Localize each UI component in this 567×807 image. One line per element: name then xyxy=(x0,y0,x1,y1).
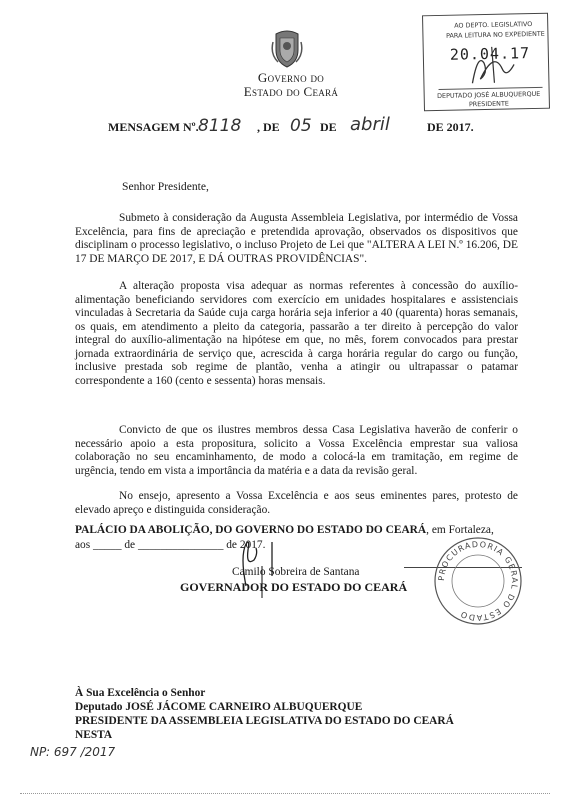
message-de2: DE xyxy=(320,120,337,134)
bottom-rule xyxy=(20,793,550,794)
paragraph-3: Convicto de que os ilustres membros dessa Casa Legislativa haverão de conferir o necessário apoio a esta propositura, solicito a Vossa Excelência emprestar sua valiosa colaboração no seu encaminhamento, de modo a colocá-la em tramitação, em regime de urgência, tendo em vista a importância da matéria e a data da revisão geral. xyxy=(75,424,518,477)
paragraph-2: A alteração proposta visa adequar as normas referentes à concessão do auxílio-alimentação beneficiando servidores com exercício em unidades hospitalares e assistenciais vinculadas à Secretaria da Saúde cuja carga horária seja inferior a 40 (quarenta) horas semanais, os quais, em atendimento a pleito da categoria, passarão a ter direito à percepção do valor integral do auxílio-alimentação na hipótese em que, no mês, forem convocados para prestar jornada extraordinária de serviço que, acrescida à carga horária regular do cargo ou função, inclusive prestada sob regime de plantão, venha a atingir ou ultrapassar o patamar correspondente a 160 (cento e sessenta) horas mensais. xyxy=(75,280,518,387)
stamp-date: 20.04.17 xyxy=(449,44,531,64)
stamp-line1: AO DEPTO. LEGISLATIVO xyxy=(454,20,533,30)
stamp-signature-scribble xyxy=(444,42,535,88)
message-day: 05 xyxy=(290,116,312,136)
stamp-line3: DEPUTADO JOSÉ ALBUQUERQUE xyxy=(437,89,541,101)
receipt-stamp xyxy=(422,13,550,112)
message-month: abril xyxy=(350,114,390,135)
state-coat-of-arms-icon xyxy=(270,28,304,68)
stamp-line2: PARA LEITURA NO EXPEDIENTE xyxy=(445,29,545,40)
address-line4: NESTA xyxy=(75,729,113,741)
palace-city: , em Fortaleza, xyxy=(426,524,494,536)
message-prefix: MENSAGEM Nº. xyxy=(108,120,199,134)
date-line: aos _____ de _______________ de 2017. xyxy=(75,539,266,551)
paragraph-4: No ensejo, apresento a Vossa Excelência e aos seus eminentes pares, protesto de elevado apreço e distinguida consideração. xyxy=(75,490,518,516)
np-annotation: NP: 697 /2017 xyxy=(30,745,116,759)
governor-name: Camilo Sobreira de Santana xyxy=(232,566,360,578)
stamp-line4: PRESIDENTE xyxy=(468,99,509,109)
government-title-line2: Estado do Ceará xyxy=(243,84,339,99)
greeting: Senhor Presidente, xyxy=(122,180,209,193)
paragraph-1: Submeto à consideração da Augusta Assembleia Legislativa, por intermédio de Vossa Excelência, para fins de apreciação e pretendida aprovação, observados os dispositivos que disciplinam o processo legislativo, o incluso Projeto de Lei que "ALTERA A LEI N.º 16.206, DE 17 DE MARÇO DE 2017, E DÁ OUTRAS PROVIDÊNCIAS". xyxy=(75,212,518,265)
seal-text: PROCURADORIA GERAL DO ESTADO xyxy=(436,539,520,623)
palace-name: PALÁCIO DA ABOLIÇÃO, DO GOVERNO DO ESTADO DO CEARÁ xyxy=(75,524,427,536)
procuradoria-seal-stamp xyxy=(432,535,524,627)
svg-text:PROCURADORIA GERAL DO ESTADO xyxy=(437,540,519,622)
governor-title: GOVERNADOR DO ESTADO DO CEARÁ xyxy=(180,580,408,594)
government-title-line1: Governo do xyxy=(257,70,325,85)
address-line2: Deputado JOSÉ JÁCOME CARNEIRO ALBUQUERQUE xyxy=(75,701,363,713)
message-year: DE 2017. xyxy=(427,120,474,134)
address-line3: PRESIDENTE DA ASSEMBLEIA LEGISLATIVA DO ESTADO DO CEARÁ xyxy=(75,715,454,727)
address-line1: À Sua Excelência o Senhor xyxy=(75,687,206,699)
message-number: 8118 xyxy=(198,116,242,136)
message-de1: , DE xyxy=(257,120,280,134)
